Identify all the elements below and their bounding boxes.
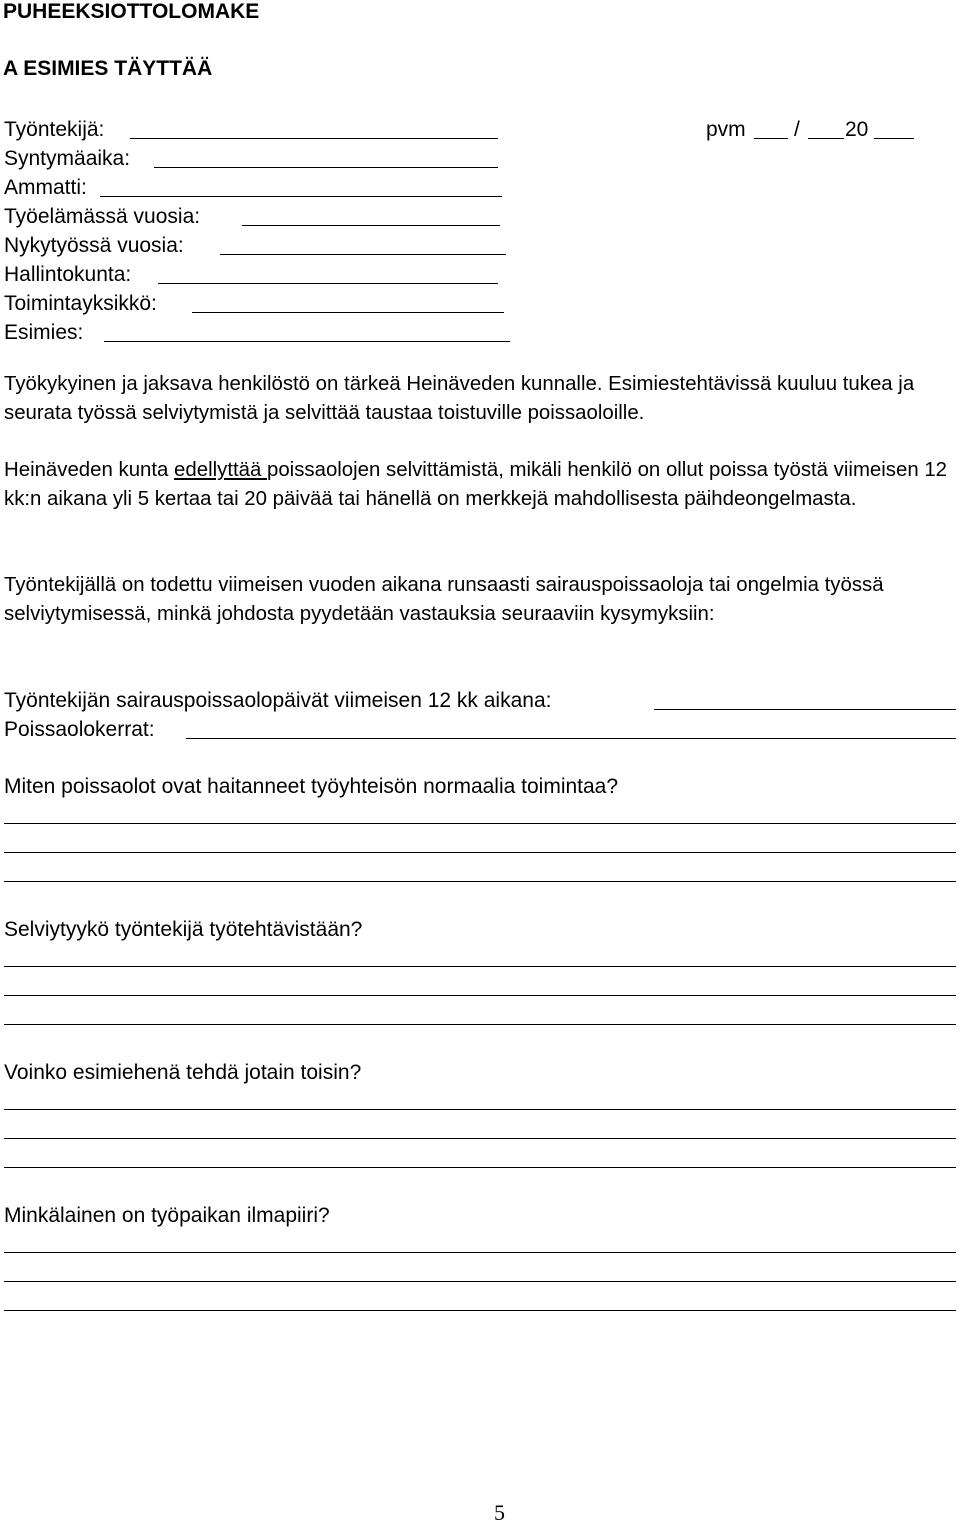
absence-count-line[interactable] [186,738,956,739]
section-heading: A ESIMIES TÄYTTÄÄ [3,57,213,80]
field-line-employee[interactable] [130,138,498,139]
requirement-text-start: Heinäveden kunta [4,459,175,481]
answer-line-1c[interactable] [4,881,956,882]
answer-line-4b[interactable] [4,1281,956,1282]
answer-line-2b[interactable] [4,995,956,996]
field-label-profession: Ammatti: [4,176,87,199]
field-label-supervisor: Esimies: [4,321,84,344]
requirement-emphasis: edellyttää [174,459,267,481]
answer-line-1b[interactable] [4,852,956,853]
context-paragraph: Työntekijällä on todettu viimeisen vuoden aikana runsaasti sairauspoissaoloja tai ongelmia työssä selviytymisessä, minkä johdosta pyydetään vastauksia seuraaviin kysymyksiin: [4,574,884,625]
answer-line-4a[interactable] [4,1252,956,1253]
requirement-text-end: poissaolojen selvittämistä, mikäli henkilö on ollut poissa työstä viimeisen 12 kk:n aikana yli 5 kertaa tai 20 päivää tai hänellä on merkkejä mahdollisesta päihdeongelmasta. [4,459,948,510]
field-label-administration: Hallintokunta: [4,263,132,286]
field-line-current-job-years[interactable] [220,254,506,255]
answer-line-3c[interactable] [4,1167,956,1168]
field-label-unit: Toimintayksikkö: [4,292,157,315]
field-label-birthdate: Syntymäaika: [4,147,131,170]
field-label-work-years: Työelämässä vuosia: [4,205,201,228]
page-title: PUHEEKSIOTTOLOMAKE [3,0,260,23]
answer-line-3a[interactable] [4,1109,956,1110]
absence-count-label: Poissaolokerrat: [4,718,155,741]
answer-line-2c[interactable] [4,1024,956,1025]
field-line-supervisor[interactable] [104,341,510,342]
field-line-work-years[interactable] [242,225,500,226]
date-separator: / [794,118,800,141]
date-year-line[interactable] [874,138,914,139]
page-number: 5 [494,1500,505,1525]
question-2: Selviytyykö työntekijä työtehtävistään? [4,918,363,941]
field-line-birthdate[interactable] [154,167,498,168]
absence-days-label: Työntekijän sairauspoissaolopäivät viimeisen 12 kk aikana: [4,689,552,712]
field-label-current-job-years: Nykytyössä vuosia: [4,234,184,257]
question-4: Minkälainen on työpaikan ilmapiiri? [4,1204,330,1227]
absence-days-line[interactable] [654,709,956,710]
date-month-line[interactable] [808,138,844,139]
date-label: pvm [706,118,746,141]
question-3: Voinko esimiehenä tehdä jotain toisin? [4,1061,362,1084]
intro-paragraph: Työkykyinen ja jaksava henkilöstö on tärkeä Heinäveden kunnalle. Esimiestehtävissä kuuluu tukea ja seurata työssä selviytymistä ja selvittää taustaa toistuville poissaoloille. [4,373,915,424]
answer-line-1a[interactable] [4,823,956,824]
requirement-paragraph [4,456,956,514]
field-line-profession[interactable] [100,196,502,197]
field-line-unit[interactable] [192,312,504,313]
field-line-administration[interactable] [158,283,498,284]
date-year-prefix: 20 [845,118,869,141]
answer-line-3b[interactable] [4,1138,956,1139]
date-day-line[interactable] [754,138,788,139]
answer-line-2a[interactable] [4,966,956,967]
field-label-employee: Työntekijä: [4,118,105,141]
question-1: Miten poissaolot ovat haitanneet työyhteisön normaalia toimintaa? [4,775,619,798]
answer-line-4c[interactable] [4,1310,956,1311]
